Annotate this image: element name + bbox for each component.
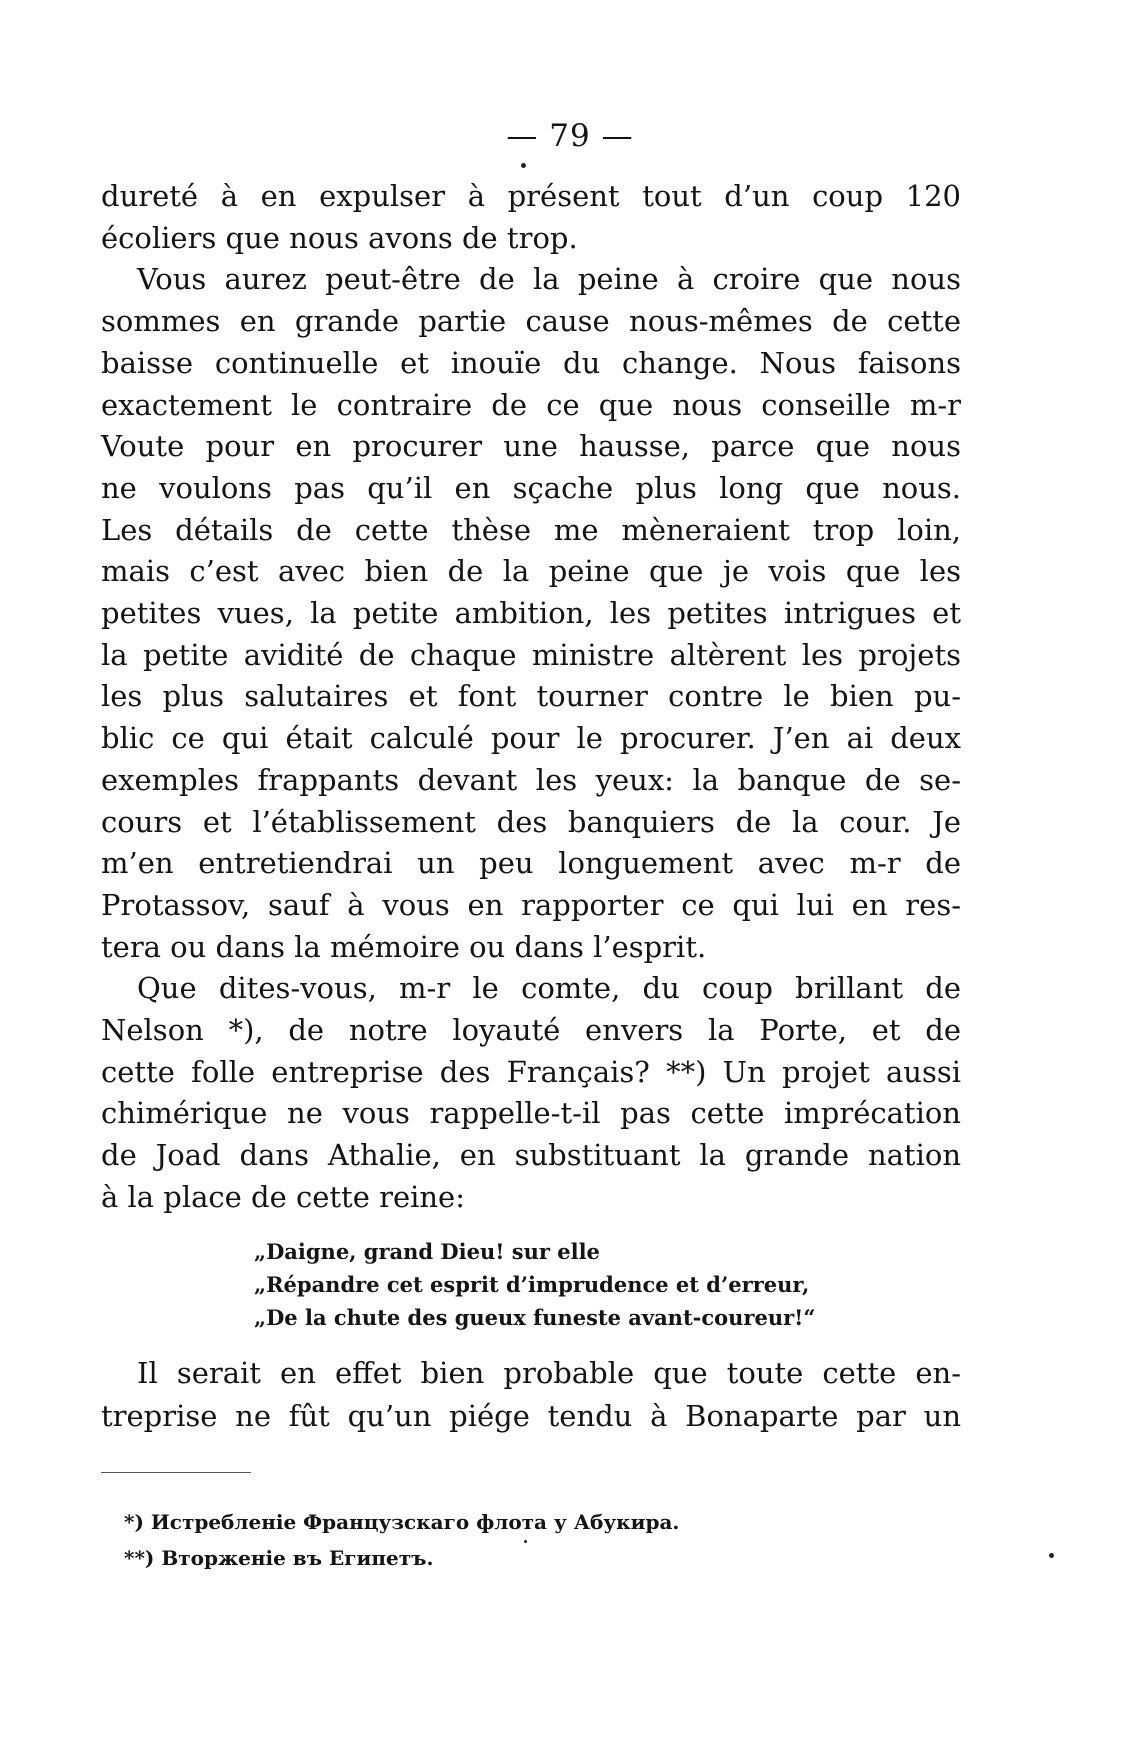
text-line: exemples frappants devant les yeux: la banque de se-	[101, 762, 961, 797]
closing-paragraph	[101, 1352, 961, 1438]
footnote: **) Вторженіе въ Египетъ.	[124, 1546, 434, 1570]
text-line: écoliers que nous avons de trop.	[101, 220, 578, 255]
verse-quote	[254, 1235, 815, 1334]
text-line: exactement le contraire de ce que nous conseille m-r	[101, 387, 961, 422]
text-line: Les détails de cette thèse me mèneraient trop loin,	[101, 512, 961, 547]
text-line: Nelson *), de notre loyauté envers la Porte, et de	[101, 1013, 961, 1048]
text-line: chimérique ne vous rappelle-t-il pas cette imprécation	[101, 1096, 961, 1131]
text-line: m’en entretiendrai un peu longuement avec m-r de	[101, 846, 961, 881]
text-line: treprise ne fût qu’un piége tendu à Bonaparte par un	[101, 1399, 961, 1433]
text-line: baisse continuelle et inouïe du change. Nous faisons	[101, 345, 961, 380]
footnotes	[124, 1504, 679, 1576]
verse-line: „Daigne, grand Dieu! sur elle	[254, 1239, 600, 1264]
scan-speck	[524, 1540, 527, 1543]
text-line: cette folle entreprise des Français? **) Un projet aussi	[101, 1054, 961, 1089]
text-line: tera ou dans la mémoire ou dans l’esprit.	[101, 929, 707, 964]
text-line: Que dites-vous, m-r le comte, du coup brillant de	[137, 971, 961, 1006]
text-line: cours et l’établissement des banquiers de la cour. Je	[101, 804, 961, 839]
text-line: ne voulons pas qu’il en sçache plus long que nous.	[101, 470, 961, 505]
verse-line: „De la chute des gueux funeste avant-coureur!“	[254, 1305, 816, 1330]
text-line: blic ce qui était calculé pour le procurer. J’en ai deux	[101, 721, 961, 756]
text-line: Protassov, sauf à vous en rapporter ce qui lui en res-	[101, 887, 961, 922]
text-line: mais c’est avec bien de la peine que je vois que les	[101, 554, 961, 589]
verse-line: „Répandre cet esprit d’imprudence et d’erreur,	[254, 1272, 810, 1297]
text-line: dureté à en expulser à présent tout d’un coup 120	[101, 179, 961, 213]
text-line: la petite avidité de chaque ministre altèrent les projets	[101, 637, 961, 672]
footnote-separator	[101, 1472, 251, 1473]
text-line: Vous aurez peut-être de la peine à croire que nous	[137, 262, 961, 297]
text-line: sommes en grande partie cause nous-mêmes de cette	[101, 304, 961, 339]
text-line: de Joad dans Athalie, en substituant la grande nation	[101, 1138, 961, 1173]
main-text	[101, 176, 961, 1219]
scan-speck	[1049, 1553, 1054, 1558]
text-line: Il serait en effet bien probable que toute cette en-	[137, 1356, 961, 1390]
scan-speck	[521, 163, 526, 168]
text-line: à la place de cette reine:	[101, 1179, 465, 1214]
page-number: — 79 —	[506, 118, 634, 154]
text-line: Voute pour en procurer une hausse, parce que nous	[101, 429, 961, 464]
text-line: les plus salutaires et font tourner contre le bien pu-	[101, 679, 961, 714]
footnote: *) Истребленіе Французскаго флота у Абукира.	[124, 1510, 680, 1534]
text-line: petites vues, la petite ambition, les petites intrigues et	[101, 596, 961, 631]
